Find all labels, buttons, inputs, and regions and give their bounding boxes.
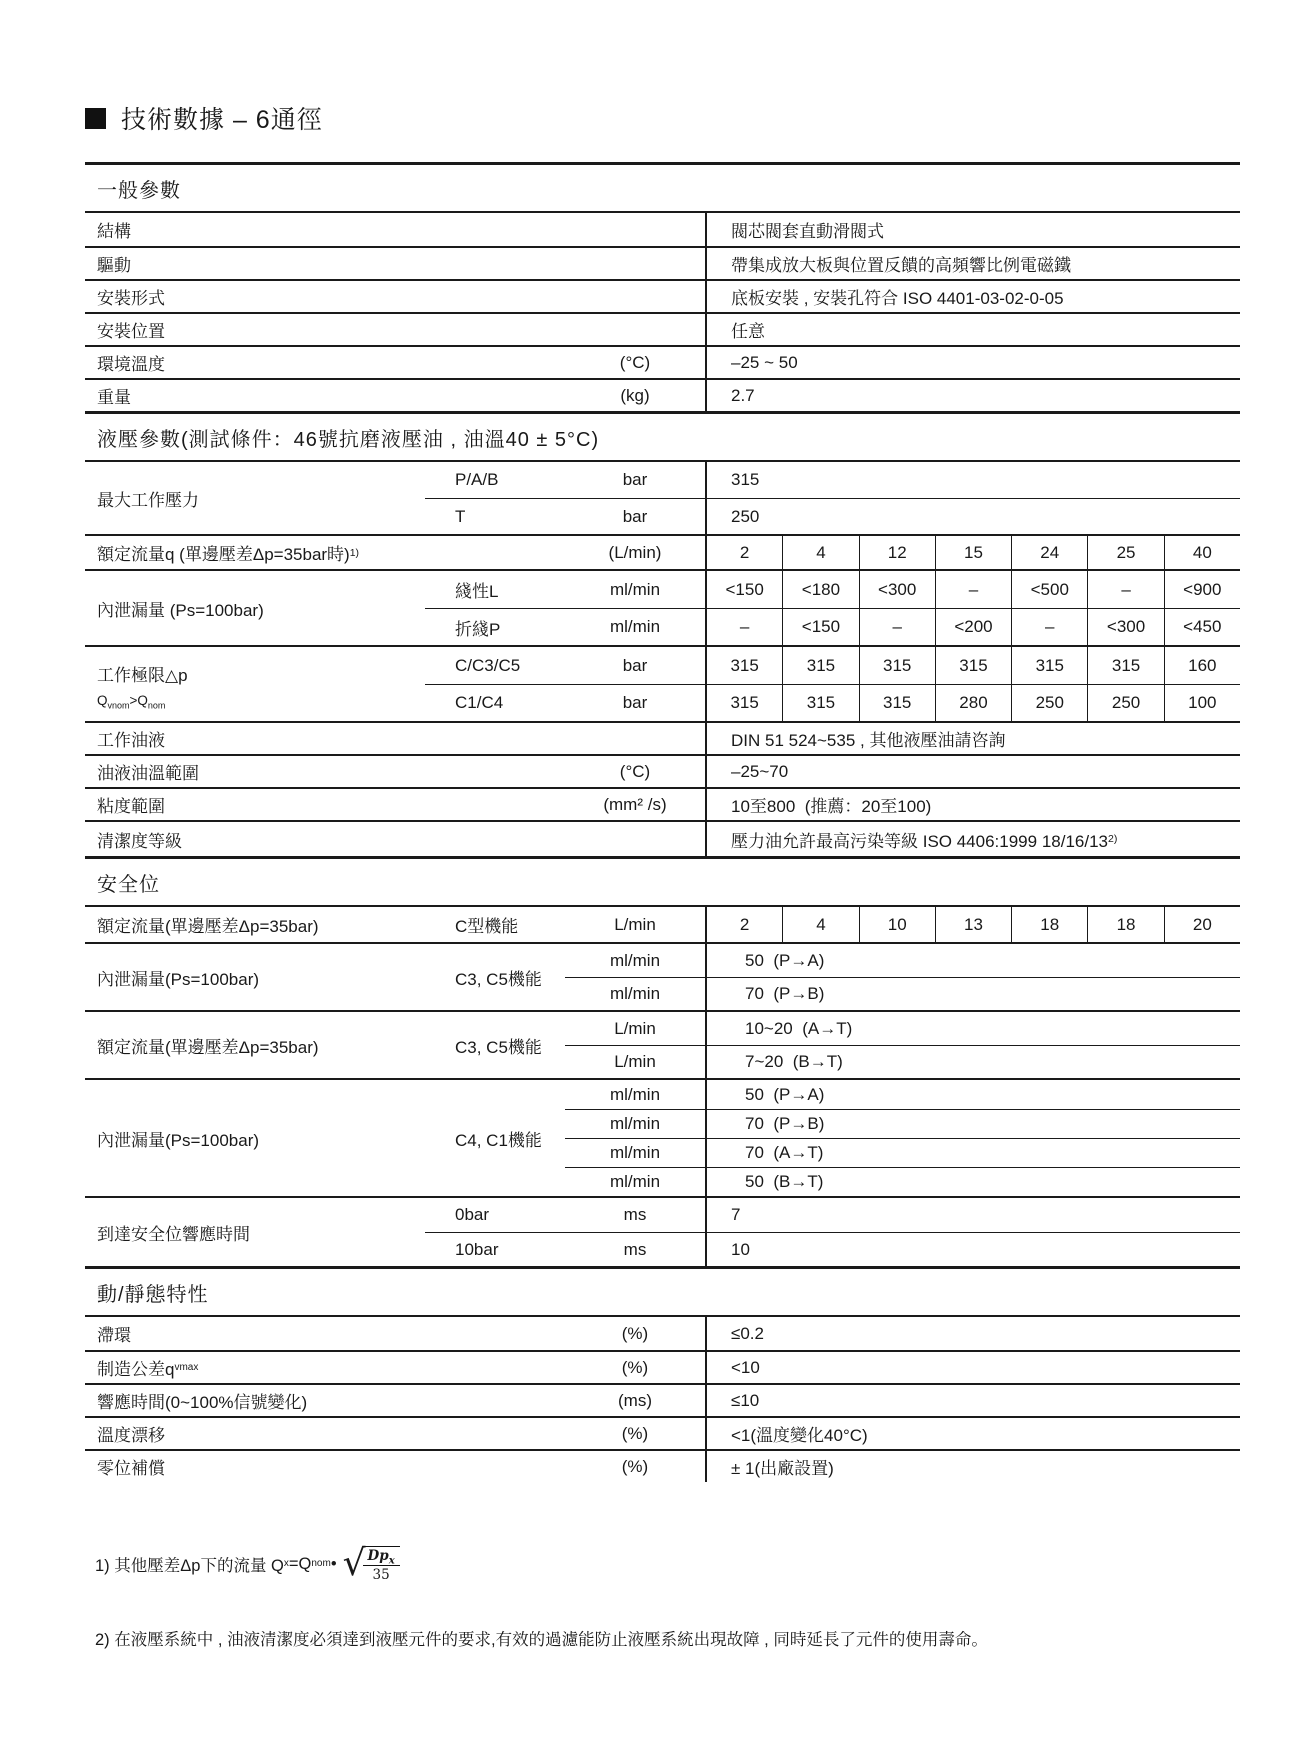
table-row-group-flow-c3c5 — [85, 1010, 1240, 1078]
row-value: 50 (P→A) — [745, 1084, 825, 1104]
row-value-cell — [705, 462, 1240, 498]
value-grid — [705, 647, 1240, 684]
row-unit: (ms) — [618, 1390, 652, 1410]
row-value-cell — [705, 723, 1240, 754]
row-value-cell — [705, 1110, 1240, 1138]
row-value-cell — [705, 756, 1240, 787]
row-unit: ml/min — [609, 579, 661, 599]
table-row — [85, 787, 1240, 820]
row-label-cell — [85, 756, 565, 787]
row-unit: (%) — [621, 1456, 649, 1476]
table-row — [85, 312, 1240, 345]
row-value: DIN 51 524~535 , 其他液壓油請咨詢 — [731, 731, 1006, 750]
row-unit: bar — [622, 693, 648, 712]
table-subrow — [565, 944, 1240, 977]
row-unit — [565, 314, 705, 345]
table-row — [85, 754, 1240, 787]
row-value-cell — [705, 347, 1240, 378]
row-value: 7 — [731, 1205, 741, 1224]
row-value-cell — [705, 248, 1240, 279]
row-label: 重量 — [97, 388, 131, 407]
row-sublabel: 10bar — [455, 1239, 499, 1259]
row-value-cell — [705, 1012, 1240, 1045]
row-unit: ms — [623, 1205, 647, 1224]
row-label: 內泄漏量(Ps=100bar) — [97, 969, 260, 989]
grid-cell: 15 — [935, 536, 1011, 569]
row-unit: (mm² /s) — [603, 794, 667, 814]
grid-cell: – — [1011, 609, 1087, 645]
row-value-cell — [705, 1168, 1240, 1196]
row-label-cell — [85, 380, 565, 411]
row-unit: (%) — [621, 1423, 649, 1443]
grid-cell: 18 — [1087, 907, 1163, 942]
formula-fraction — [363, 1546, 400, 1584]
footnote-2: 2) 在液壓系統中 , 油液清潔度必須達到液壓元件的要求,有效的過濾能防止液壓系統出現故障 , 同時延長了元件的使用壽命。 — [95, 1631, 988, 1649]
table-row — [85, 1449, 1240, 1482]
row-value-cell — [705, 1233, 1240, 1266]
table-row — [85, 721, 1240, 754]
row-value: –25 ~ 50 — [731, 352, 798, 372]
grid-cell: 10 — [859, 907, 935, 942]
row-label: 額定流量q (單邊壓差Δp=35bar時) — [97, 545, 350, 564]
grid-cell: <150 — [725, 579, 764, 599]
row-label-cell — [85, 248, 565, 279]
row-label: 粘度範圍 — [97, 797, 165, 816]
section-marker-icon — [85, 108, 106, 129]
row-value: 7~20 (B→T) — [745, 1052, 843, 1071]
row-value: 10至800 (推薦：20至100) — [731, 797, 932, 816]
row-value: 10~20 (A→T) — [745, 1018, 853, 1038]
row-unit: ml/min — [609, 617, 661, 636]
grid-cell: 24 — [1011, 536, 1087, 569]
row-unit: ml/min — [609, 950, 661, 970]
row-unit: L/min — [614, 1052, 656, 1071]
row-label-cell — [85, 314, 565, 345]
table-subrow — [425, 571, 1240, 608]
row-label: 內泄漏量(Ps=100bar) — [97, 1130, 260, 1150]
value-grid — [705, 609, 1240, 645]
grid-cell: 20 — [1164, 907, 1240, 942]
row-unit: L/min — [614, 914, 656, 934]
table-row — [85, 246, 1240, 279]
table-subrow — [565, 1012, 1240, 1045]
grid-cell: <450 — [1164, 609, 1240, 645]
table-subrow — [425, 1232, 1240, 1266]
grid-cell: <300 — [1087, 609, 1163, 645]
table-row-group-response-time — [85, 1196, 1240, 1266]
value-grid — [705, 685, 1240, 721]
row-value-cell — [705, 1418, 1240, 1449]
row-value: 10 — [731, 1239, 750, 1259]
row-unit — [565, 248, 705, 279]
row-unit: bar — [622, 470, 648, 489]
row-value: 70 (P→B) — [745, 1114, 825, 1133]
row-value: ≤10 — [731, 1390, 760, 1410]
row-value: 70 (P→B) — [745, 984, 825, 1003]
grid-cell: <300 — [859, 571, 935, 608]
row-value: 50 (B→T) — [745, 1172, 824, 1191]
row-value-cell — [705, 1139, 1240, 1167]
row-label: 滯環 — [97, 1326, 131, 1345]
section-safety — [85, 856, 1240, 1266]
row-unit: (%) — [621, 1357, 649, 1377]
row-label: 響應時間(0~100%信號變化) — [97, 1393, 308, 1412]
value-grid — [705, 536, 1240, 569]
row-label: 安裝形式 — [97, 289, 165, 308]
row-label: 結構 — [97, 222, 131, 241]
table-subrow — [425, 1198, 1240, 1232]
table-subrow — [565, 977, 1240, 1010]
footnotes — [85, 1544, 1240, 1650]
row-label-cell — [85, 462, 425, 534]
row-label: 零位補償 — [97, 1459, 165, 1478]
grid-cell: 315 — [1011, 647, 1087, 684]
table-row-group-working-limit — [85, 645, 1240, 721]
row-value-cell — [705, 944, 1240, 977]
row-value: 壓力油允許最高污染等級 ISO 4406:1999 18/16/13 — [731, 831, 1108, 851]
row-sublabel: P/A/B — [455, 470, 499, 489]
row-label: 最大工作壓力 — [97, 490, 199, 510]
section-general-header: 一般參數 — [85, 162, 1240, 213]
row-value: <10 — [731, 1357, 760, 1377]
row-value-cell — [705, 1385, 1240, 1416]
row-label-cell — [85, 1198, 425, 1266]
fraction-numerator: $Dp_x$ — [363, 1547, 400, 1566]
row-label: 溫度漂移 — [97, 1426, 165, 1445]
grid-cell: <900 — [1164, 571, 1240, 608]
table-subrow — [425, 498, 1240, 534]
row-sublabel: C1/C4 — [455, 693, 504, 712]
table-subrow — [425, 684, 1240, 721]
grid-cell: <180 — [782, 571, 858, 608]
row-label-cell — [85, 907, 425, 942]
row-sublabel: C4, C1機能 — [455, 1130, 542, 1150]
page-title-text: 技術數據 – 6通徑 — [121, 106, 323, 134]
row-unit: (L/min) — [608, 542, 662, 562]
row-sublabel: 0bar — [455, 1205, 490, 1224]
grid-cell: 315 — [730, 655, 759, 675]
row-value-cell — [705, 1198, 1240, 1232]
grid-cell: 315 — [859, 647, 935, 684]
fraction-denominator: 35 — [372, 1567, 390, 1583]
row-value-cell — [705, 281, 1240, 312]
table-row — [85, 378, 1240, 411]
row-value: ± 1(出廠設置) — [731, 1459, 834, 1478]
row-value: 70 (A→T) — [745, 1143, 824, 1162]
table-row — [85, 1350, 1240, 1383]
row-unit — [565, 281, 705, 312]
table-subrow — [565, 1138, 1240, 1167]
row-unit — [565, 213, 705, 246]
row-value-cell — [705, 213, 1240, 246]
row-label-cell — [85, 1385, 565, 1416]
footnote-1-text: 1) 其他壓差Δp下的流量 Q — [95, 1557, 284, 1575]
table-row-rated-flow-c — [85, 907, 1240, 942]
row-label-cell — [85, 571, 425, 645]
row-label-cell — [85, 647, 425, 721]
grid-cell: <200 — [935, 609, 1011, 645]
row-unit: bar — [622, 655, 648, 675]
row-value-cell — [705, 499, 1240, 534]
table-row — [85, 1416, 1240, 1449]
row-unit — [565, 723, 705, 754]
table-subrow — [565, 1080, 1240, 1109]
table-row-group-leak-c4c1 — [85, 1078, 1240, 1196]
page-title — [85, 100, 1240, 136]
row-unit: bar — [622, 506, 648, 526]
row-label-cell — [85, 1418, 565, 1449]
grid-cell: 2 — [739, 542, 750, 562]
section-safety-header: 安全位 — [85, 856, 1240, 907]
row-value: 315 — [731, 470, 760, 489]
grid-cell: <150 — [782, 609, 858, 645]
row-label: 環境溫度 — [97, 355, 165, 374]
row-value-cell — [705, 1080, 1240, 1109]
row-unit — [565, 822, 705, 856]
row-label-cell — [85, 1080, 425, 1196]
table-row — [85, 279, 1240, 312]
row-label: 工作油液 — [97, 731, 165, 750]
row-label-cell — [85, 1451, 565, 1482]
table-row — [85, 820, 1240, 856]
row-unit: ms — [623, 1239, 647, 1259]
row-value: 250 — [731, 506, 760, 526]
row-value-cell — [705, 314, 1240, 345]
table-subrow — [565, 1109, 1240, 1138]
table-subrow — [565, 1167, 1240, 1196]
table-row — [85, 1383, 1240, 1416]
row-sublabel: C3, C5機能 — [455, 969, 542, 989]
row-label: 額定流量(單邊壓差Δp=35bar) — [97, 917, 319, 936]
row-unit: ml/min — [609, 984, 661, 1003]
row-label: 內泄漏量 (Ps=100bar) — [97, 600, 264, 620]
grid-cell: 4 — [782, 907, 858, 942]
grid-cell: <500 — [1011, 571, 1087, 608]
grid-cell: – — [739, 617, 750, 636]
footnote-1: 1) 其他壓差Δp下的流量 Q x =Q nom • √ $\frac{Dp_x}{35}$ — [95, 1544, 1240, 1584]
row-sublabel: C/C3/C5 — [455, 655, 521, 675]
row-unit: (°C) — [619, 761, 651, 781]
row-label-cell — [85, 281, 565, 312]
table-row-group-leakage — [85, 569, 1240, 645]
row-value: ≤0.2 — [731, 1323, 764, 1343]
value-grid — [705, 571, 1240, 608]
row-sublabel: C3, C5機能 — [455, 1037, 542, 1057]
section-dynamic-header: 動/靜態特性 — [85, 1266, 1240, 1317]
row-label-condition: $Q_{vnom}>Q_{nom}$ — [97, 692, 166, 711]
row-unit: (kg) — [620, 385, 650, 405]
table-row-rated-flow — [85, 534, 1240, 569]
table-row — [85, 213, 1240, 246]
row-value-cell — [705, 1046, 1240, 1078]
row-unit: ml/min — [609, 1172, 661, 1191]
row-value-cell — [705, 789, 1240, 820]
row-unit: (°C) — [619, 352, 651, 372]
grid-cell: 315 — [730, 693, 759, 712]
grid-cell: 250 — [1087, 685, 1163, 721]
row-label: 驅動 — [97, 256, 131, 275]
grid-cell: 280 — [935, 685, 1011, 721]
sqrt-formula — [343, 1544, 400, 1584]
table-row — [85, 1317, 1240, 1350]
grid-cell: 4 — [782, 536, 858, 569]
grid-cell: 12 — [859, 536, 935, 569]
row-label: 制造公差q — [97, 1360, 175, 1379]
table-row — [85, 345, 1240, 378]
row-label: 工作極限△p — [97, 665, 188, 685]
row-value-cell: 壓力油允許最高污染等級 ISO 4406:1999 18/16/13 2) — [705, 822, 1240, 856]
table-subrow — [425, 647, 1240, 684]
row-unit: ml/min — [609, 1084, 661, 1104]
row-label-cell — [85, 789, 565, 820]
row-value-cell — [705, 978, 1240, 1010]
grid-cell: 160 — [1164, 647, 1240, 684]
row-label: 安裝位置 — [97, 322, 165, 341]
row-value: 2.7 — [731, 385, 755, 405]
row-label-cell — [85, 347, 565, 378]
grid-cell: 13 — [935, 907, 1011, 942]
row-label-cell — [85, 1012, 425, 1078]
grid-cell: 18 — [1011, 907, 1087, 942]
row-unit: ml/min — [609, 1114, 661, 1133]
row-sublabel: 折綫P — [455, 619, 501, 639]
row-value-cell — [705, 1317, 1240, 1350]
row-value: 任意 — [731, 322, 765, 341]
row-value-cell — [705, 1451, 1240, 1482]
grid-cell: 315 — [935, 647, 1011, 684]
row-label-cell: 制造公差q vmax — [85, 1352, 565, 1383]
section-dynamic — [85, 1266, 1240, 1482]
row-label-cell: 額定流量q (單邊壓差Δp=35bar時) 1) — [85, 536, 565, 569]
grid-cell: 100 — [1164, 685, 1240, 721]
grid-cell: 315 — [782, 647, 858, 684]
grid-cell: 25 — [1087, 536, 1163, 569]
table-subrow — [565, 1045, 1240, 1078]
grid-cell: 250 — [1011, 685, 1087, 721]
table-subrow — [425, 608, 1240, 645]
row-value: –25~70 — [731, 761, 789, 781]
table-row-group-max-pressure — [85, 462, 1240, 534]
row-label-cell — [85, 1317, 565, 1350]
grid-cell: 315 — [1087, 647, 1163, 684]
row-label-cell — [85, 944, 425, 1010]
row-sublabel: 綫性L — [455, 582, 499, 601]
grid-cell: – — [1087, 571, 1163, 608]
datasheet-page — [85, 100, 1240, 1650]
row-sublabel: T — [455, 506, 466, 526]
row-label: 額定流量(單邊壓差Δp=35bar) — [97, 1037, 319, 1057]
table-subrow — [425, 462, 1240, 498]
grid-cell: 40 — [1164, 536, 1240, 569]
value-grid — [705, 907, 1240, 942]
row-label-cell — [85, 213, 565, 246]
row-label-cell — [85, 723, 565, 754]
row-label: 油液油溫範圍 — [97, 764, 199, 783]
row-label: 到達安全位響應時間 — [97, 1224, 250, 1244]
row-unit: ml/min — [609, 1143, 661, 1162]
grid-cell: 315 — [859, 685, 935, 721]
grid-cell: 315 — [782, 685, 858, 721]
row-value: <1(溫度變化40°C) — [731, 1426, 868, 1445]
row-value: 帶集成放大板與位置反饋的高頻響比例電磁鐵 — [731, 256, 1071, 275]
section-general — [85, 162, 1240, 411]
section-hydraulic — [85, 411, 1240, 856]
table-row-group-leak-c3c5 — [85, 942, 1240, 1010]
row-value: 50 (P→A) — [745, 950, 825, 970]
row-unit: (%) — [621, 1323, 649, 1343]
row-value: 底板安裝 , 安裝孔符合 ISO 4401-03-02-0-05 — [731, 289, 1064, 308]
row-value-cell — [705, 380, 1240, 411]
grid-cell: 2 — [739, 914, 750, 934]
row-label: 清潔度等級 — [97, 831, 182, 851]
row-unit: L/min — [614, 1018, 656, 1038]
row-value-cell — [705, 1352, 1240, 1383]
radical-sign: √ — [342, 1542, 366, 1584]
row-label-cell — [85, 822, 565, 856]
section-hydraulic-header: 液壓參數(測試條件：46號抗磨液壓油 , 油溫40 ± 5°C) — [85, 411, 1240, 462]
grid-cell: – — [935, 571, 1011, 608]
grid-cell: – — [859, 609, 935, 645]
row-sublabel: C型機能 — [455, 917, 519, 936]
row-value: 閥芯閥套直動滑閥式 — [731, 222, 884, 241]
